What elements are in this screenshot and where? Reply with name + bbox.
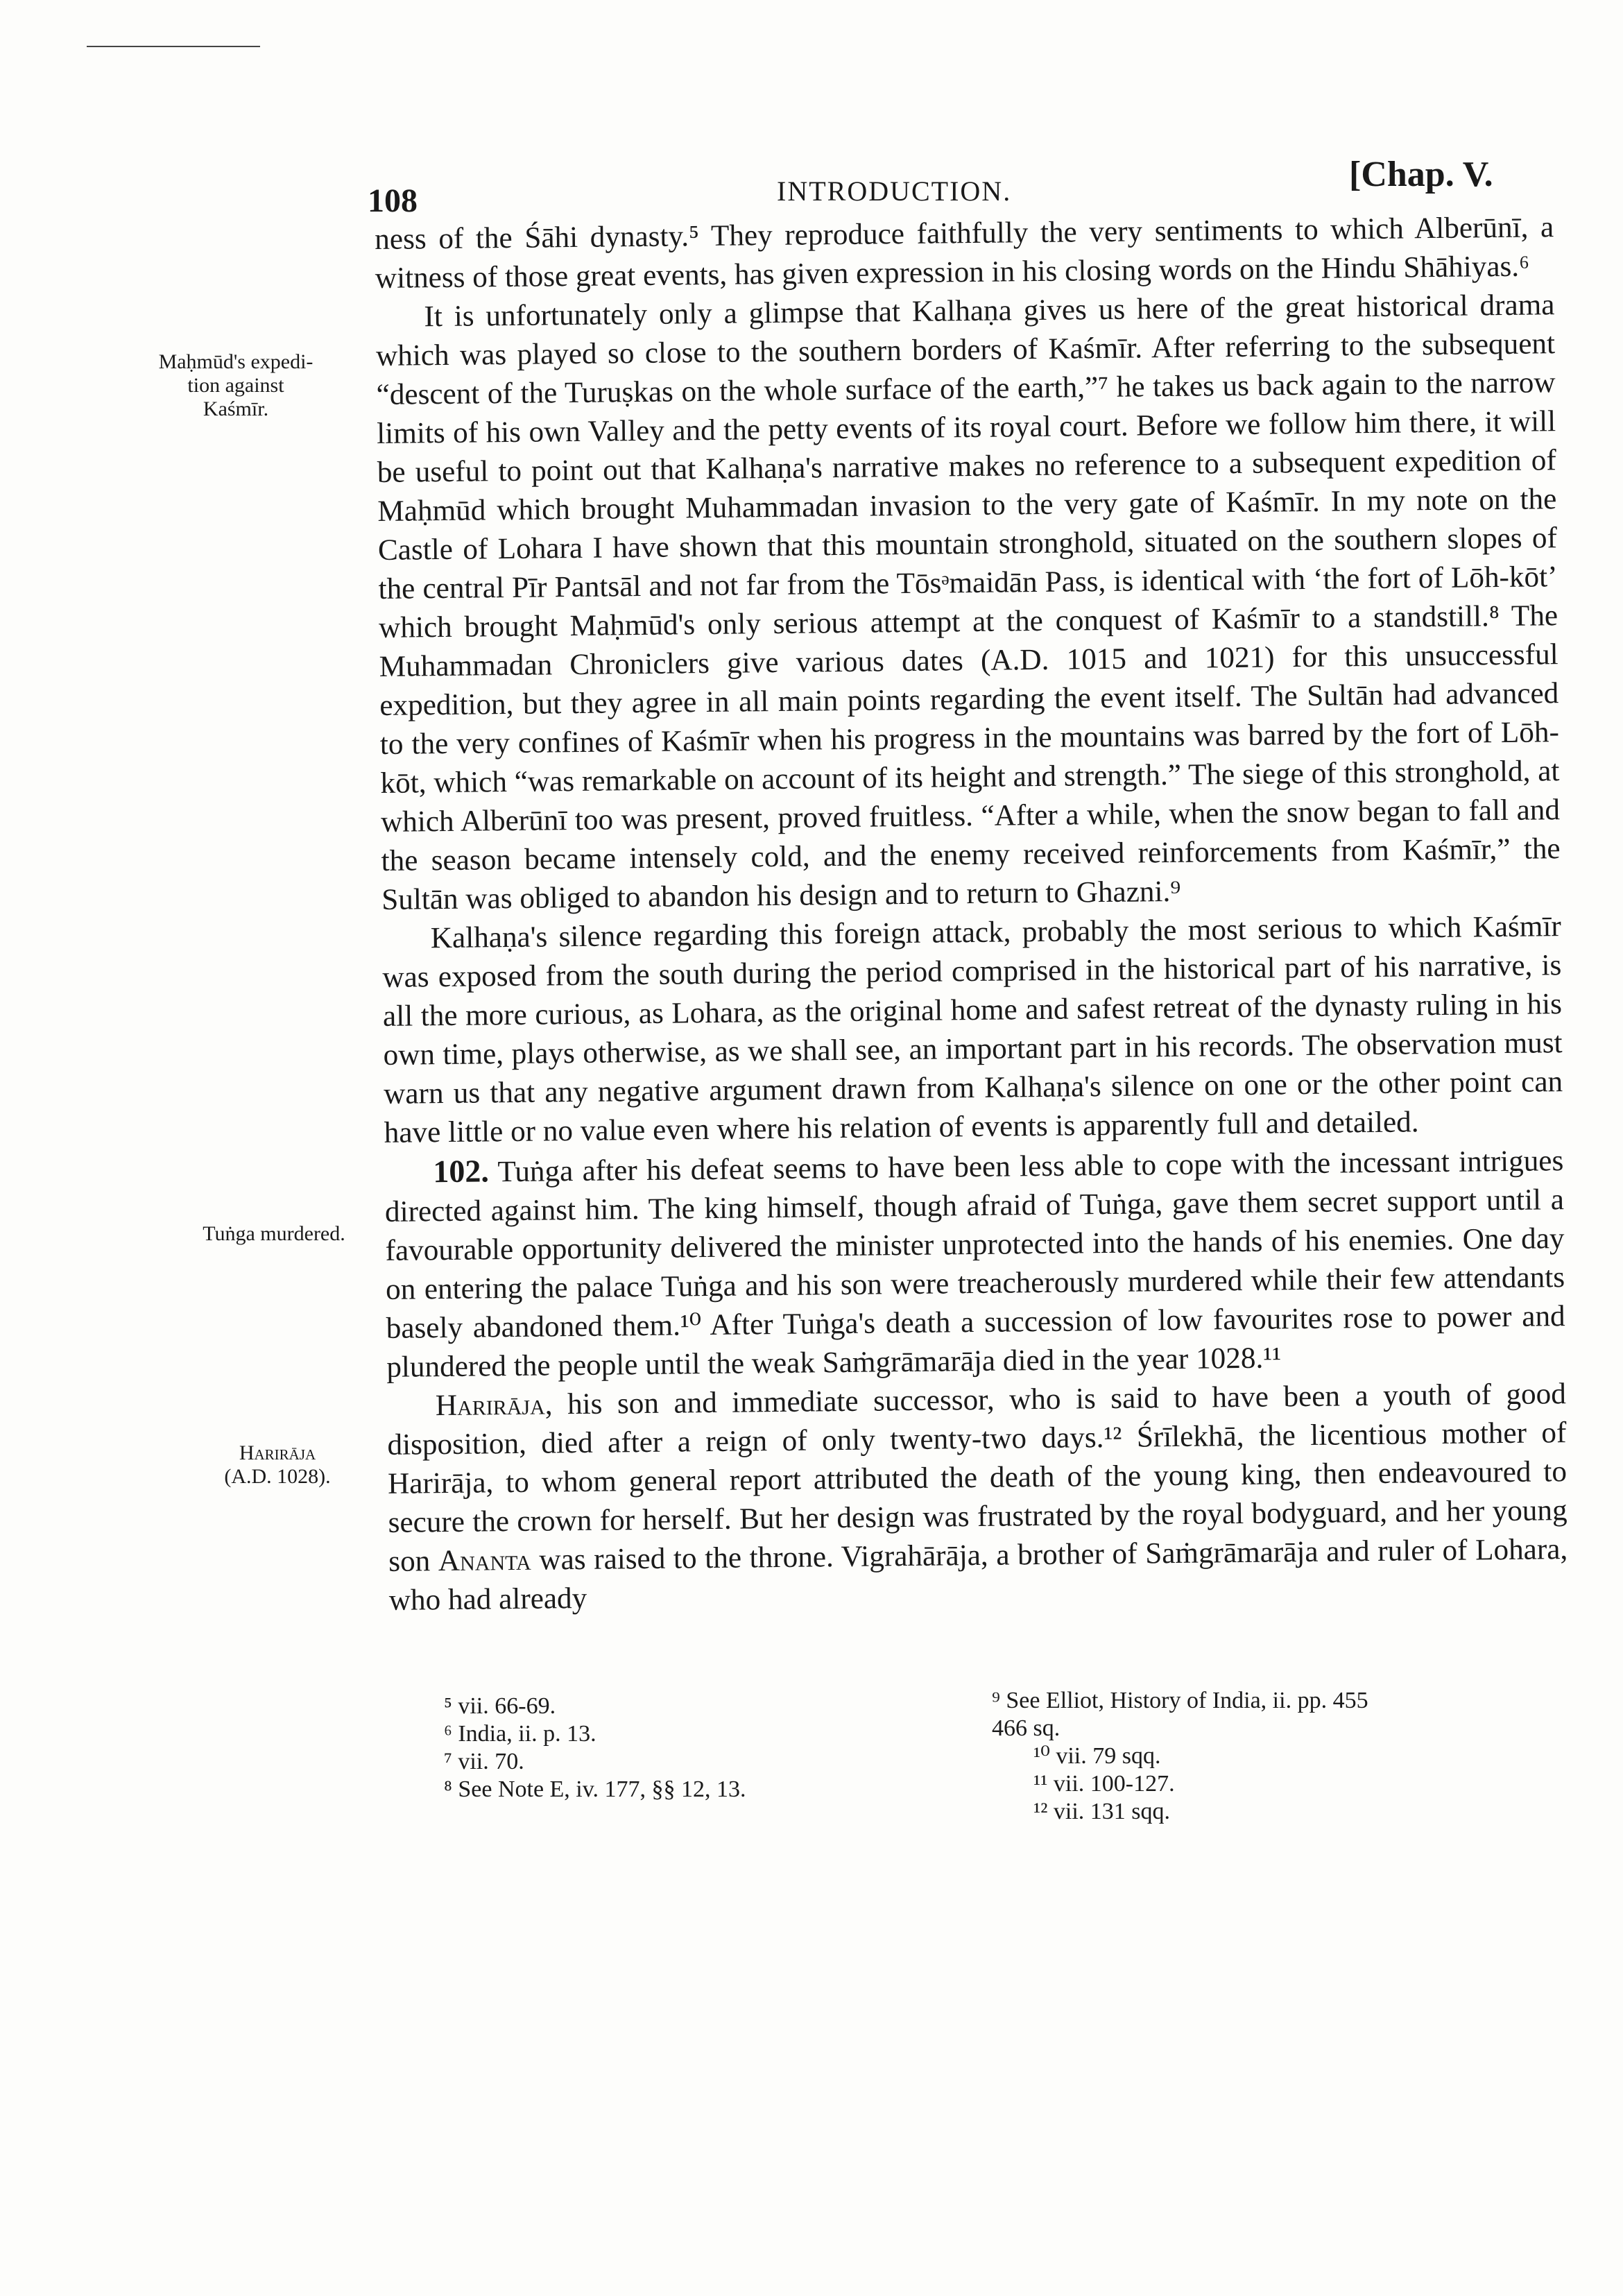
margin-note-mahmud: Maḥmūd's expedi- tion against Kaśmīr.	[158, 350, 314, 420]
paragraph: ness of the Śāhi dynasty.⁵ They reproduce faithfully the very sentiments to which Alberūnī, a witness of those great events, has given expression in his closing words on the Hindu Shāhiyas.⁶	[375, 211, 1554, 295]
footnote: ⁸ See Note E, iv. 177, §§ 12, 13.	[444, 1776, 746, 1802]
footnote: ⁹ See Elliot, History of India, ii. pp. 455	[992, 1688, 1368, 1713]
paragraph: It is unfortunately only a glimpse that Kalhaṇa gives us here of the great historical drama which was played so close to the southern borders of Kaśmīr. After referring to the subsequent “descent of the Turuṣkas on the whole surface of the earth,”⁷ he takes us back again to the narrow limits of his own Valley and the petty events of its royal court. Before we follow him there, it will be useful to point out that Kalhaṇa's narrative makes no reference to a subsequent expedition of Maḥmūd which brought Muhammadan invasion to the very gate of Kaśmīr. In my note on the Castle of Lohara I have shown that this mountain stronghold, situated on the southern slopes of the central Pīr Pantsāl and not far from the Tōsᵊmaidān Pass, is identical with ‘the fort of Lōh-kōt’ which brought Maḥmūd's only serious attempt at the conquest of Kaśmīr to a standstill.⁸ The Muhammadan Chroniclers give various dates (A.D. 1015 and 1021) for this unsuccessful expedition, but they agree in all main points regarding the event itself. The Sultān had advanced to the very confines of Kaśmīr when his progress in the mountains was barred by the fort of Lōh-kōt, which “was remarkable on account of its height and strength.” The siege of this stronghold, at which Alberūnī too was present, proved fruitless. “After a while, when the snow began to fall and the season became intensely cold, and the enemy received reinforcements from Kaśmīr,” the Sultān was obliged to abandon his design and to return to Ghazni.⁹	[375, 289, 1561, 916]
margin-note-tunga: Tuṅga murdered.	[203, 1222, 345, 1245]
top-rule	[87, 46, 260, 47]
paragraph: Kalhaṇa's silence regarding this foreign attack, probably the most serious to which Kaśmīr was exposed from the south during the period comprised in the historical part of his narrative, is all the more curious, as Lohara, as the original home and safest retreat of the dynasty ruling in his own time, plays otherwise, as we shall see, an important part in his records. The observation must warn us that any negative argument drawn from Kalhaṇa's silence on one or the other point can have little or no value even where his relation of events is apparently full and detailed.	[382, 910, 1563, 1149]
margin-note-hariraja: Harirāja (A.D. 1028).	[224, 1441, 331, 1488]
running-head: INTRODUCTION.	[777, 175, 1012, 207]
footnotes-left	[444, 1693, 929, 1804]
page-header	[0, 154, 1623, 219]
footnote: ⁷ vii. 70.	[444, 1749, 524, 1774]
page-number: 108	[368, 182, 418, 219]
footnotes-right	[992, 1687, 1533, 1826]
footnote: ⁵ vii. 66-69.	[444, 1693, 556, 1719]
section-number: 102.	[433, 1153, 490, 1190]
footnote: ¹² vii. 131 sqq.	[1033, 1799, 1171, 1824]
footnote: ¹⁰ vii. 79 sqq.	[1033, 1743, 1161, 1769]
footnote: ⁶ India, ii. p. 13.	[444, 1721, 596, 1747]
footnote: ¹¹ vii. 100-127.	[1033, 1771, 1175, 1797]
footnote: 466 sq.	[992, 1715, 1060, 1741]
chapter-label: [Chap. V.	[1349, 155, 1493, 194]
king-name: Ananta	[438, 1543, 531, 1578]
king-name: Harirāja,	[435, 1388, 553, 1423]
paragraph: 102. Tuṅga after his defeat seems to have been less able to cope with the incessant intrigues directed against him. The king himself, though afraid of Tuṅga, gave them secret support until a favourable opportunity delivered the minister unprotected into the hands of his enemies. One day on entering the palace Tuṅga and his son were treacherously murdered while their few attendants basely abandoned them.¹⁰ After Tuṅga's death a succession of low favourites rose to power and plundered the people until the weak Saṁgrāmarāja died in the year 1028.¹¹	[384, 1145, 1565, 1384]
body-text	[375, 208, 1568, 1620]
paragraph: Harirāja, his son and immediate successor, who is said to have been a youth of good disposition, died after a reign of only twenty-two days.¹² Śrīlekhā, the licentious mother of Harirāja, to whom general report attributed the death of the young king, then endeavoured to secure the crown for herself. But her design was frustrated by the royal bodyguard, and her young son Ananta was raised to the throne. Vigrahārāja, a brother of Saṁgrāmarāja and ruler of Lohara, who had already	[387, 1378, 1568, 1617]
